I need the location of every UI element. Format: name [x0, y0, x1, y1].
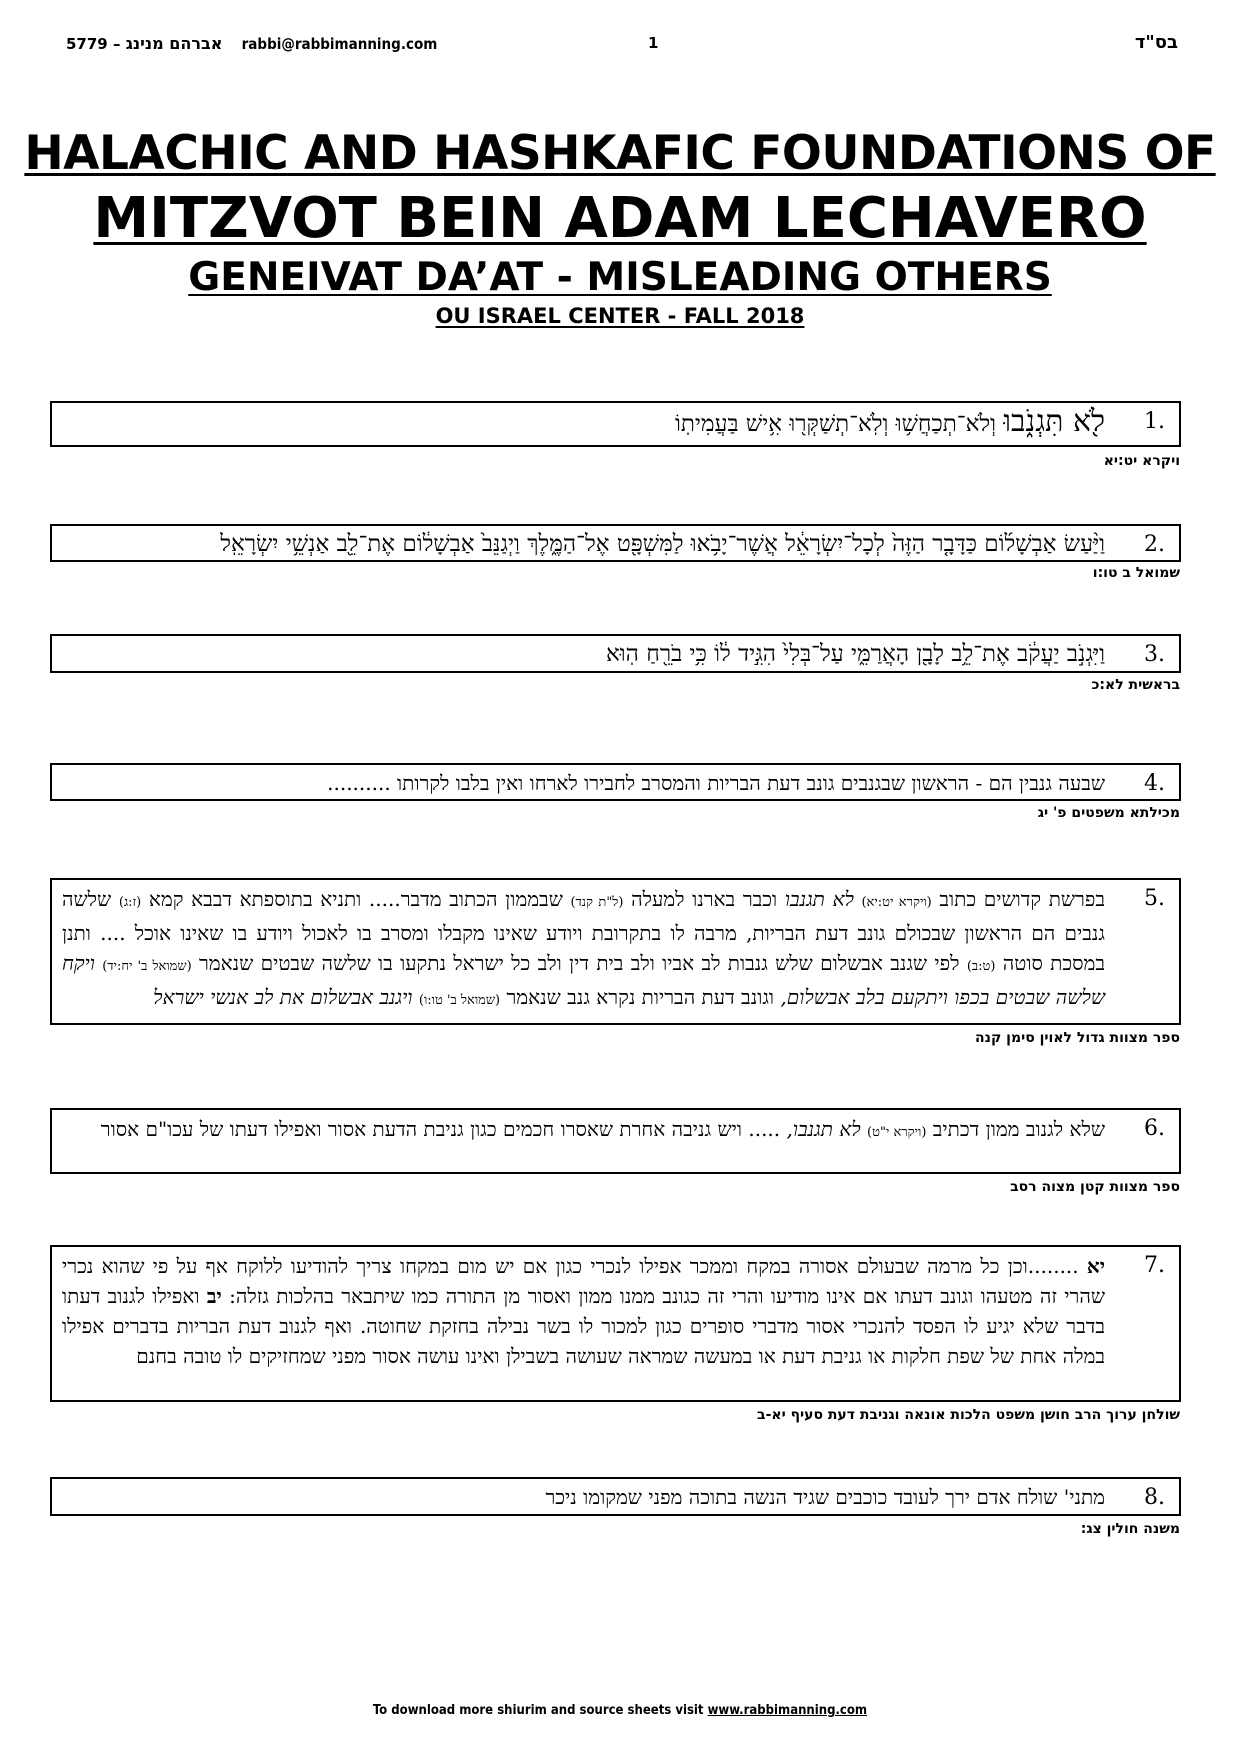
source-box-6: [50, 1108, 1181, 1174]
header-year: 5779 –: [66, 35, 121, 53]
seif-marker: יב: [206, 1284, 222, 1308]
source-text-emphasis: לֹ֖א תִּגְנֹ֑בוּ: [1003, 404, 1105, 439]
source-number: 5.: [1144, 886, 1165, 911]
source-number: 1.: [1144, 409, 1165, 434]
verse-reference: (ט:ב): [966, 959, 996, 974]
text-segment: ..... ויש גניבה אחרת שאסרו חכמים כגון גניבת הדעת אסור ואפילו דעתו של עכו"ם אסור: [100, 1117, 787, 1141]
title-line-3: GENEIVAT DA’AT - MISLEADING OTHERS: [188, 255, 1052, 300]
source-box-8: [50, 1477, 1181, 1516]
quoted-verse: ויקח שלשה שבטים בכפו ויתקעם בלב אבשלום,: [62, 951, 1105, 1009]
source-citation-4: מכילתא משפטים פ' יג: [1037, 805, 1180, 821]
source-box-7: [50, 1245, 1181, 1402]
source-citation-3: בראשית לא:כ: [1091, 677, 1180, 693]
source-number: 6.: [1144, 1116, 1165, 1141]
quoted-verse: לא תגנבו: [784, 887, 862, 911]
verse-reference: (ל"ת קנד): [570, 895, 624, 910]
verse-reference: (ויקרא יט:יא): [861, 895, 932, 910]
header-email: rabbi@rabbimanning.com: [241, 35, 438, 53]
seif-marker: יא: [1086, 1254, 1106, 1278]
source-number: 2.: [1144, 532, 1165, 557]
footer-link[interactable]: www.rabbimanning.com: [707, 1703, 868, 1718]
source-text: מתני' שולח אדם ירך לעובד כוכבים שגיד הנשה בתוכה מפני שמקומו ניכר: [545, 1485, 1105, 1509]
quoted-verse: לא תגנבו,: [786, 1117, 868, 1141]
source-box-3: [50, 634, 1181, 673]
title-line-2: MITZVOT BEIN ADAM LECHAVERO: [93, 186, 1147, 251]
text-segment: לפי שגנב אבשלום שלש גנבות לב אביו ולב בית דין ולב כל ישראל נתקעו בו שלשה שבטים שנאמר: [191, 951, 967, 975]
verse-reference: (שמואל ב' טו:ו): [418, 993, 501, 1008]
source-number: 7.: [1144, 1253, 1165, 1278]
header-author: אברהם מנינג: [125, 34, 223, 53]
source-box-4: [50, 763, 1181, 801]
text-segment: ואפילו לגנוב דעתו בדבר שלא יגיע לו הפסד להנכרי אסור מדברי סופרים כגון למכור לו בשר נבילה בחזקת שחוטה. ואף לגנוב דעת הבריות בדברים אפילו במלה אחת של שפת חלקות או גניבת דעת או במעשה שמראה שעושה בשבילן ואינו עושה אסור מפני שמחזיקים לו טובה בחנם: [62, 1284, 1105, 1368]
source-box-1: [50, 401, 1181, 447]
source-citation-8: משנה חולין צג:: [1080, 1521, 1180, 1537]
source-text: וַיִּגְנֹ֣ב יַעֲקֹ֔ב אֶת־לֵ֥ב לָבָ֖ן הָאֲרַמִּ֑י עַל־בְּלִי֙ הִגִּ֣יד ל֔וֹ כִּ֥י בֹרֵ֖חַ הֽוּא: [606, 641, 1105, 667]
text-segment: שבממון הכתוב מדבר..... ותניא בתוספתא דבבא קמא: [141, 887, 571, 911]
text-segment: שלשה גנבים הם הראשון שבכולם גונב דעת הבריות, מרבה לו בתקרובת ויודע שאינו מקבלו ומסרב בו לאכול ויודע בו שאינו אוכל .... ותנן במסכת סוטה: [62, 887, 1106, 975]
text-segment: וכבר בארנו למעלה: [623, 887, 785, 911]
verse-reference: (ויקרא י"ט): [867, 1125, 927, 1140]
source-box-2: [50, 524, 1181, 562]
header-bsd: בס"ד: [1134, 32, 1178, 53]
source-text: וַיַּ֨עַשׂ אַבְשָׁל֜וֹם כַּדָּבָ֤ר הַזֶּה֙ לְכָל־יִשְׂרָאֵ֔ל אֲשֶׁר־יָבֹ֥אוּ לַמִּשְׁפָּ֖ט אֶל־הַמֶּ֑לֶךְ וַיְגַנֵּב֙ אַבְשָׁל֔וֹם אֶת־לֵ֖ב אַנְשֵׁ֥י יִשְׂרָאֵֽל: [220, 531, 1105, 557]
text-segment: בפרשת קדושים כתוב: [931, 887, 1105, 911]
source-number: 8.: [1144, 1485, 1165, 1510]
text-segment: שלא לגנוב ממון דכתיב: [926, 1117, 1105, 1141]
footer: [0, 1703, 1240, 1718]
title-line-1: HALACHIC AND HASHKAFIC FOUNDATIONS OF: [24, 126, 1216, 181]
text-segment: ........וכן כל מרמה שבעולם אסורה במקח וממכר אפילו לנכרי כגון אם יש מום במקחו צריך להודיעו ללוקח אף על פי שהוא נכרי שהרי זה מטעהו וגונב דעתו אם אינו מודיעו והרי זה כגונב ממנו ממון ואסור מן התורה כמו שיתבאר בהלכות גזלה:: [62, 1254, 1105, 1308]
source-text: וְלֹא־תְכַחֲשׁ֥וּ וְלֹֽא־תְשַׁקְּר֖וּ אִ֥ישׁ בַּעֲמִיתֽוֹ: [674, 411, 1004, 437]
header-left: [66, 34, 437, 53]
verse-reference: (שמואל ב' יח:יד): [102, 959, 192, 974]
source-number: 4.: [1144, 771, 1165, 796]
source-citation-6: ספר מצוות קטן מצוה רסב: [1010, 1179, 1180, 1195]
verse-reference: (ז:ג): [118, 895, 142, 910]
source-citation-1: ויקרא יט:יא: [1103, 453, 1180, 469]
source-number: 3.: [1144, 642, 1165, 667]
footer-text: To download more shiurim and source sheets visit: [372, 1703, 704, 1718]
source-box-5: [50, 878, 1181, 1025]
title-line-4: OU ISRAEL CENTER - FALL 2018: [435, 304, 805, 328]
quoted-verse: ויגנב אבשלום את לב אנשי ישראל: [153, 985, 419, 1009]
source-citation-7: שולחן ערוך הרב חושן משפט הלכות אונאה וגניבת דעת סעיף יא-ב: [757, 1407, 1180, 1423]
source-citation-2: שמואל ב טו:ו: [1092, 565, 1180, 581]
source-text: שבעה גנבין הם - הראשון שבגנבים גונב דעת הבריות והמסרב לחבירו לארחו ואין בלבו לקרותו ..........: [327, 771, 1105, 795]
page-number: 1: [648, 34, 659, 52]
text-segment: וגונב דעת הבריות נקרא גנב שנאמר: [500, 985, 781, 1009]
source-citation-5: ספר מצוות גדול לאוין סימן קנה: [975, 1030, 1180, 1046]
